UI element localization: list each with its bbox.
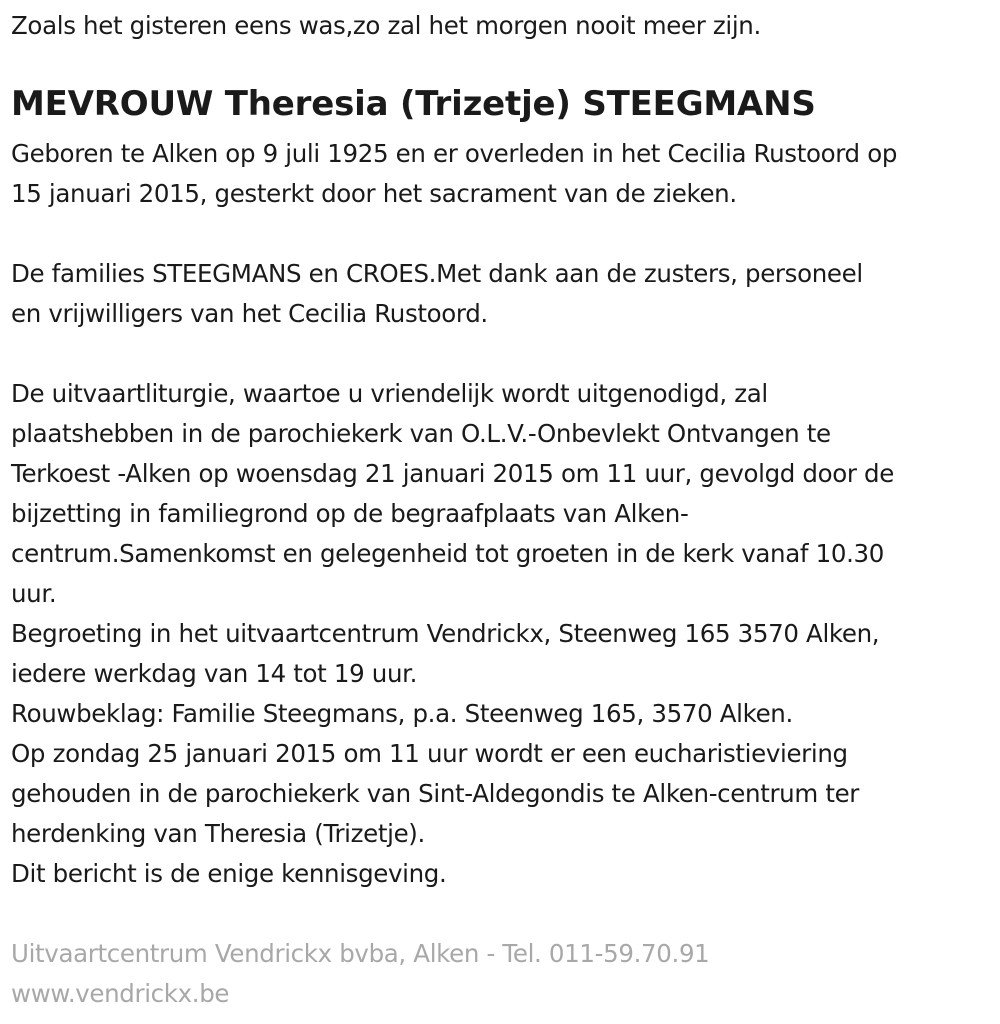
- funeral-home-contact: Uitvaartcentrum Vendrickx bvba, Alken - Tel. 011-59.70.91: [11, 939, 710, 968]
- text-line: herdenking van Theresia (Trizetje).: [11, 819, 425, 848]
- text-line: Geboren te Alken op 9 juli 1925 en er overleden in het Cecilia Rustoord op: [11, 139, 898, 168]
- funeral-home-footer: [11, 934, 709, 1014]
- text-line: De families STEEGMANS en CROES.Met dank aan de zusters, personeel: [11, 259, 863, 288]
- funeral-details-paragraph: [11, 374, 894, 894]
- text-line: Rouwbeklag: Familie Steegmans, p.a. Steenweg 165, 3570 Alken.: [11, 699, 793, 728]
- text-line: uur.: [11, 579, 57, 608]
- text-line: De uitvaartliturgie, waartoe u vriendelijk wordt uitgenodigd, zal: [11, 379, 768, 408]
- text-line: Dit bericht is de enige kennisgeving.: [11, 859, 447, 888]
- text-line: plaatshebben in de parochiekerk van O.L.V.-Onbevlekt Ontvangen te: [11, 419, 831, 448]
- text-line: centrum.Samenkomst en gelegenheid tot groeten in de kerk vanaf 10.30: [11, 539, 884, 568]
- text-line: iedere werkdag van 14 tot 19 uur.: [11, 659, 418, 688]
- birth-death-paragraph: [11, 134, 897, 214]
- text-line: Op zondag 25 januari 2015 om 11 uur wordt er een eucharistieviering: [11, 739, 848, 768]
- funeral-home-website: www.vendrickx.be: [11, 979, 230, 1008]
- families-paragraph: [11, 254, 863, 334]
- text-line: Terkoest -Alken op woensdag 21 januari 2015 om 11 uur, gevolgd door de: [11, 459, 894, 488]
- text-line: bijzetting in familiegrond op de begraafplaats van Alken-: [11, 499, 689, 528]
- opening-quote: Zoals het gisteren eens was,zo zal het morgen nooit meer zijn.: [11, 11, 761, 40]
- text-line: 15 januari 2015, gesterkt door het sacrament van de zieken.: [11, 179, 737, 208]
- text-line: Begroeting in het uitvaartcentrum Vendrickx, Steenweg 165 3570 Alken,: [11, 619, 880, 648]
- text-line: en vrijwilligers van het Cecilia Rustoord.: [11, 299, 488, 328]
- text-line: gehouden in de parochiekerk van Sint-Aldegondis te Alken-centrum ter: [11, 779, 860, 808]
- deceased-name: MEVROUW Theresia (Trizetje) STEEGMANS: [11, 84, 816, 124]
